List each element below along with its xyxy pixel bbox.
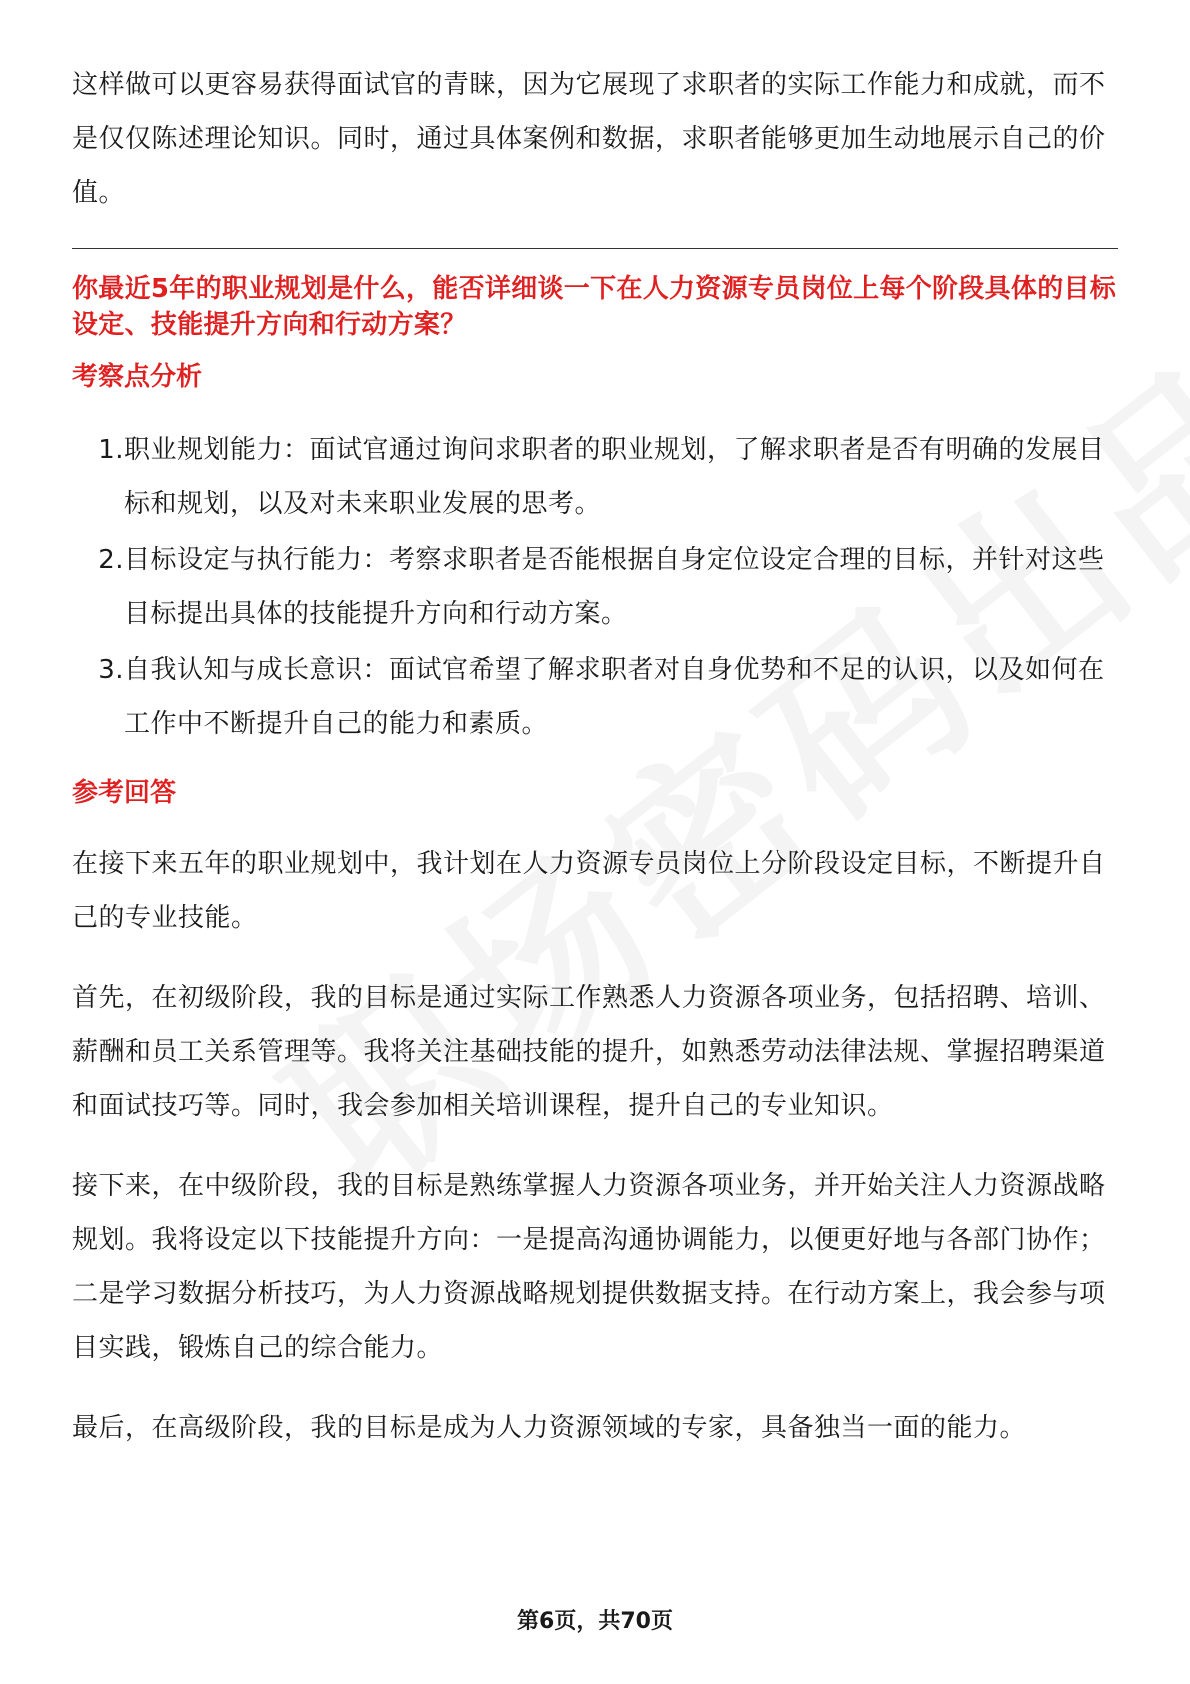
- list-text: 目标设定与执行能力：考察求职者是否能根据自身定位设定合理的目标，并针对这些目标提出具体的技能提升方向和行动方案。: [124, 545, 1105, 629]
- answer-paragraph: 在接下来五年的职业规划中，我计划在人力资源专员岗位上分阶段设定目标，不断提升自己的专业技能。: [72, 849, 1106, 933]
- answer-title: 参考回答: [72, 778, 177, 808]
- list-item: [72, 533, 1118, 641]
- page-number: 第6页，共70页: [517, 1609, 673, 1634]
- list-text: 职业规划能力：面试官通过询问求职者的职业规划，了解求职者是否有明确的发展目标和规划，以及对未来职业发展的思考。: [124, 435, 1105, 519]
- answer-paragraph: 接下来，在中级阶段，我的目标是熟练掌握人力资源各项业务，并开始关注人力资源战略规划。我将设定以下技能提升方向：一是提高沟通协调能力，以便更好地与各部门协作；二是学习数据分析技巧，为人力资源战略规划提供数据支持。在行动方案上，我会参与项目实践，锻炼自己的综合能力。: [72, 1171, 1106, 1363]
- answer-paragraph: 首先，在初级阶段，我的目标是通过实际工作熟悉人力资源各项业务，包括招聘、培训、薪酬和员工关系管理等。我将关注基础技能的提升，如熟悉劳动法律法规、掌握招聘渠道和面试技巧等。同时，我会参加相关培训课程，提升自己的专业知识。: [72, 983, 1106, 1121]
- list-number: 3.: [98, 655, 124, 685]
- list-number: 2.: [98, 545, 124, 575]
- intro-paragraph: 这样做可以更容易获得面试官的青睐，因为它展现了求职者的实际工作能力和成就，而不是仅仅陈述理论知识。同时，通过具体案例和数据，求职者能够更加生动地展示自己的价值。: [72, 70, 1106, 208]
- interview-question: 你最近5年的职业规划是什么，能否详细谈一下在人力资源专员岗位上每个阶段具体的目标设定、技能提升方向和行动方案？: [72, 274, 1117, 340]
- list-item: [72, 643, 1118, 751]
- section-divider: [72, 248, 1118, 249]
- list-item: [72, 423, 1118, 531]
- analysis-list: [72, 423, 1118, 751]
- analysis-title: 考察点分析: [72, 362, 203, 392]
- answer-paragraph: 最后，在高级阶段，我的目标是成为人力资源领域的专家，具备独当一面的能力。: [72, 1413, 1027, 1443]
- list-number: 1.: [98, 435, 124, 465]
- page-content: [72, 58, 1118, 1481]
- list-text: 自我认知与成长意识：面试官希望了解求职者对自身优势和不足的认识，以及如何在工作中不断提升自己的能力和素质。: [124, 655, 1105, 739]
